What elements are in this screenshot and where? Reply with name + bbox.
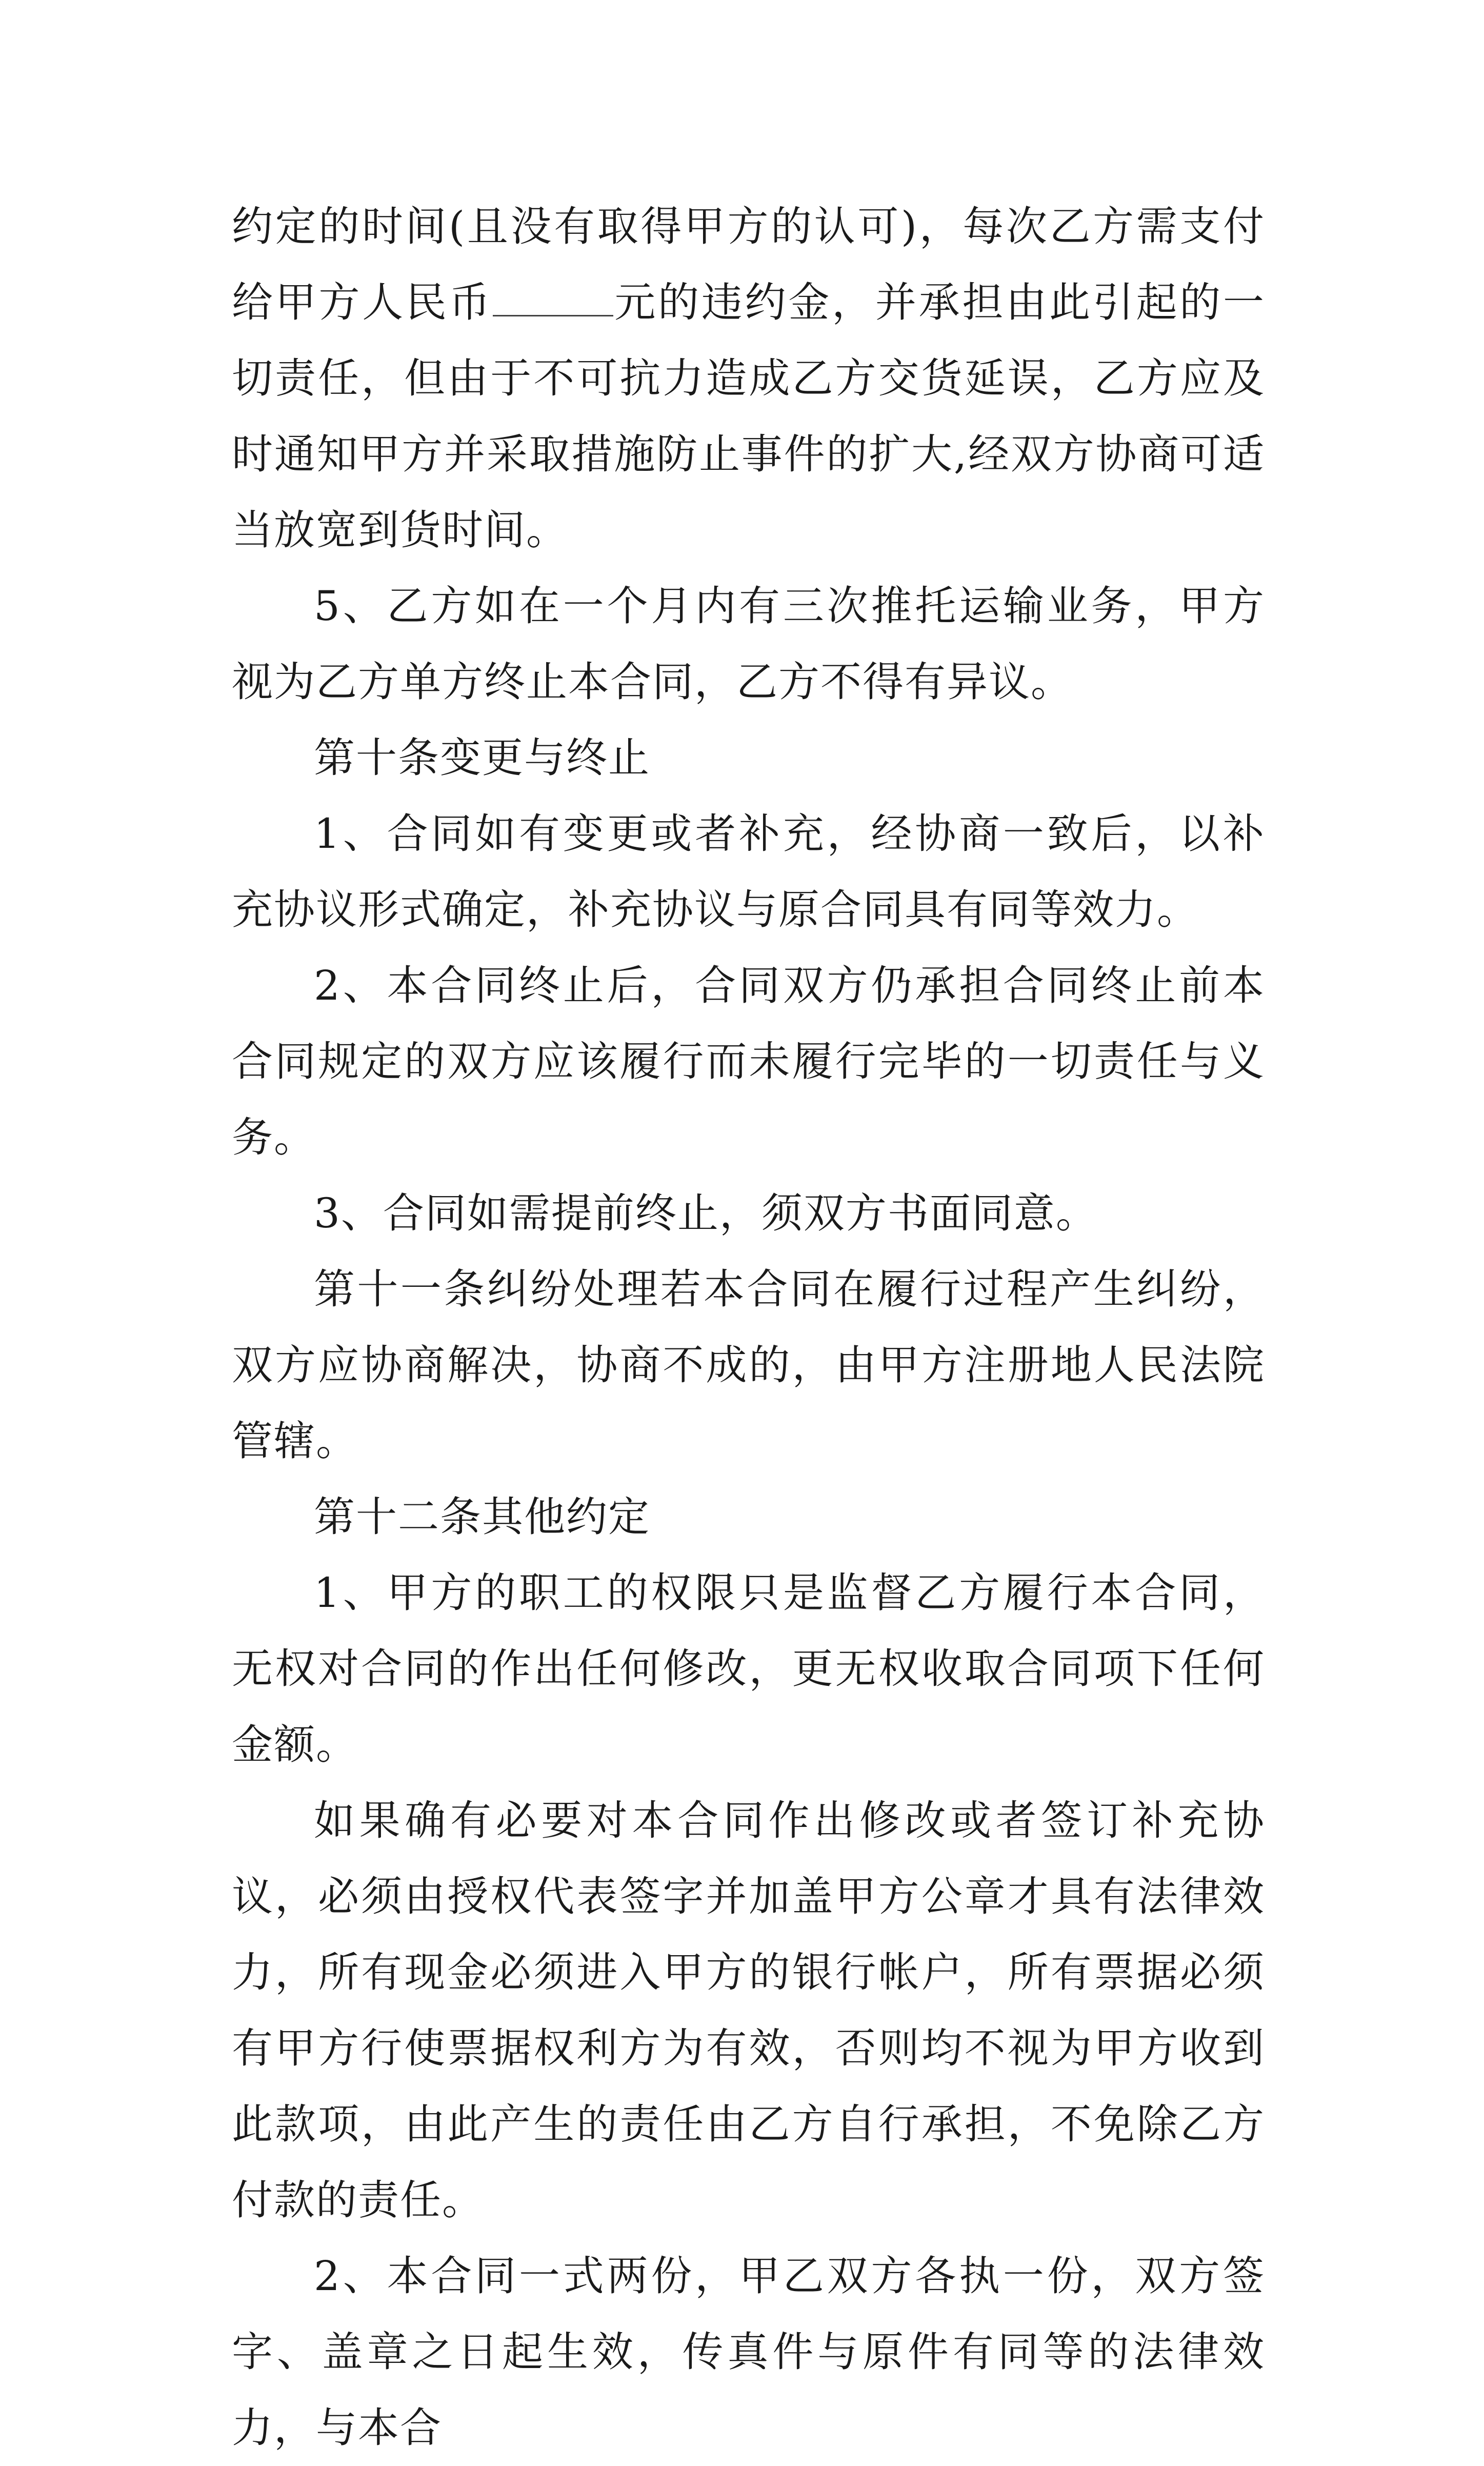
amount-blank-field <box>493 279 613 316</box>
paragraph-article-12-item-1: 1、甲方的职工的权限只是监督乙方履行本合同，无权对合同的作出任何修改，更无权收取合同项下任何金额。 <box>232 1569 1265 1768</box>
paragraph-article-10-item-3: 3、合同如需提前终止，须双方书面同意。 <box>314 1189 1098 1237</box>
heading-article-12: 第十二条其他约定 <box>314 1493 650 1541</box>
paragraph-penalty-part1: 约定的时间(且没有取得甲方的认可)，每次乙方需支付给甲方人民币 <box>232 203 1265 326</box>
paragraph-article-12-amendment: 如果确有必要对本合同作出修改或者签订补充协议，必须由授权代表签字并加盖甲方公章才具有法律效力，所有现金必须进入甲方的银行帐户，所有票据必须有甲方行使票据权利方为有效，否则均不视为甲方收到此款项，由此产生的责任由乙方自行承担，不免除乙方付款的责任。 <box>232 1797 1265 2224</box>
heading-article-10: 第十条变更与终止 <box>314 734 650 782</box>
paragraph-penalty <box>232 189 1265 568</box>
paragraph-penalty-part2: 元的违约金，并承担由此引起的一切责任，但由于不可抗力造成乙方交货延误，乙方应及时通知甲方并采取措施防止事件的扩大,经双方协商可适当放宽到货时间。 <box>232 279 1266 554</box>
paragraph-article-12-item-2: 2、本合同一式两份，甲乙双方各执一份，双方签字、盖章之日起生效，传真件与原件有同等的法律效力，与本合 <box>232 2252 1265 2452</box>
paragraph-article-10-item-2: 2、本合同终止后，合同双方仍承担合同终止前本合同规定的双方应该履行而未履行完毕的一切责任与义务。 <box>232 962 1265 1161</box>
contract-body <box>232 189 1265 2466</box>
paragraph-article-11: 第十一条纠纷处理若本合同在履行过程产生纠纷，双方应协商解决，协商不成的，由甲方注册地人民法院管辖。 <box>232 1265 1265 1465</box>
paragraph-article-10-item-1: 1、合同如有变更或者补充，经协商一致后，以补充协议形式确定，补充协议与原合同具有同等效力。 <box>232 810 1265 933</box>
paragraph-clause-5: 5、乙方如在一个月内有三次推托运输业务，甲方视为乙方单方终止本合同，乙方不得有异议。 <box>232 582 1265 706</box>
